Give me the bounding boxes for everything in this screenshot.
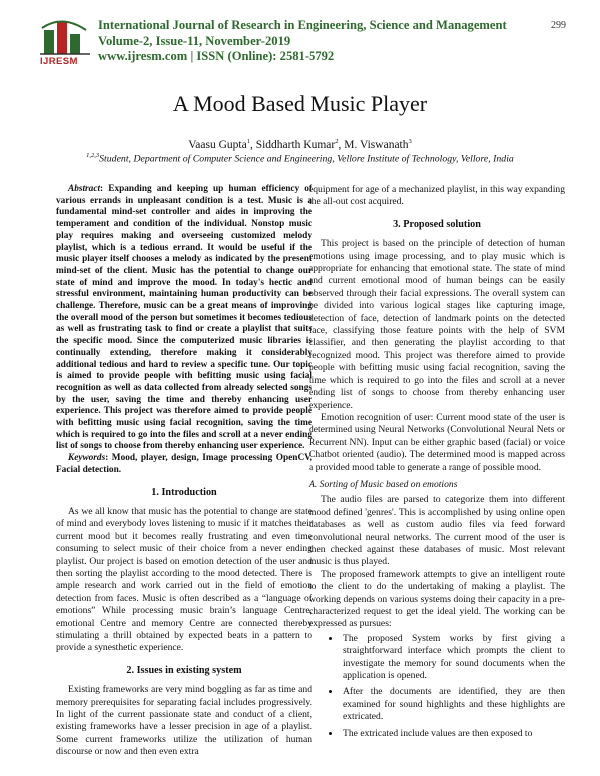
section-heading-issues: 2. Issues in existing system (126, 664, 242, 676)
author-sup: 1 (246, 138, 250, 145)
subsection-paragraph-1: The audio files are parsed to categorize them into different mood defined 'genres'. This is accomplished by using online open databases as well as custom audio files via feed forward convolutional neural networks. The current mood of the user is then checked against these databases of music. Most relevant music is thus played. (309, 494, 565, 568)
affiliation (0, 152, 600, 164)
paper-title: A Mood Based Music Player (172, 91, 428, 116)
proposed-paragraph-1: This project is based on the principle of detection of human emotions using image processing, and to play music which is appropriate for enhancing that emotional state. The state of mind and current emotional mood of human beings can be easily observed through their facial expressions. The overall system can be divided into various logical stages like capturing image, detection of face, detection of landmark points on the detected face, classifying those feature points with the help of SVM classifier, and then generating the playlist according to that recognized mood. This project was therefore aimed to provide people with befitting music using facial recognition, saving the time which is required to go into the files and scroll at a never ending list of songs to choose from thereby enhancing user experience. (309, 238, 565, 411)
journal-header (36, 14, 566, 68)
section-heading-proposed: 3. Proposed solution (393, 218, 481, 230)
abstract-text: : Expanding and keeping up human efficiency of various errands in unpleasant condition is a test. Music is a fundamental mind-set controller and aides in improving the temperament and condition of the individual. Nonstop music play requires making and overseeing customized melody playlist, which is a tedious errand. It would be useful if the music player itself chooses a melody as indicated by the present mind-set of the client. Music has the potential to change our state of mind and improve the mood. In today's hectic and stressful environment, maintaining human productivity can be challenge. Therefore, music can be a great means of improving the overall mood of the person but sometimes it becomes tedious as well as frustrating task to find or create a playlist that suits the specific mood. Since the computerized music libraries is continually extending, therefore making it considerably additional tedious and hard to review a specific tune. Our topic is aimed to provide people with befitting music using facial recognition as well as data collected from already selected songs by the user, saving the time and thereby enhancing user experience. This project was therefore aimed to provide people with befitting music using facial recognition, saving the time which is required to go into the files and scroll at a never ending list of songs to choose from thereby enhancing user experience. (56, 184, 312, 452)
author-name: M. Viswanath (344, 138, 409, 151)
list-item: • The extricated include values are then exposed to (341, 728, 565, 740)
list-item: • After the documents are identified, they are then examined for sound highlights and these highlights are extricated. (341, 686, 565, 723)
issues-paragraph: Existing frameworks are very mind boggling as far as time and memory prerequisites for separating facial includes progressively. In light of the current passionate state and conduct of a client, existing frameworks have a lesser precision in age of a playlist. Some current frameworks utilize the utilization of human discourse or now and then even extra (56, 684, 312, 758)
journal-name: International Journal of Research in Engineering, Science and Management (98, 18, 507, 32)
author-sup: 3 (408, 138, 412, 145)
journal-logo (36, 18, 94, 66)
journal-volume: Volume-2, Issue-11, November-2019 (98, 33, 291, 48)
affiliation-text: Student, Department of Computer Science and Engineering, Vellore Institute of Technology, Vellore, India (99, 153, 514, 165)
subsection-paragraph-2: The proposed framework attempts to give an intelligent route to the client to do the undertaking of making a playlist. The working depends on various systems doing their capacity in a pre-characterized request to get the ideal yield. The working can be expressed as pursues: (309, 568, 565, 630)
journal-info (98, 18, 507, 65)
proposed-paragraph-2: Emotion recognition of user: Current mood state of the user is determined using Neural Networks (Convolutional Neural Nets or Recurrent NN). Input can be either graphic based (facial) or voice Chatbot oriented (audio). The determined mood is mapped across a provided mood table to generate a range of possible mood. (309, 411, 565, 473)
right-column (309, 184, 565, 744)
keywords-label: Keywords (68, 453, 106, 464)
abstract (56, 184, 312, 453)
section-heading-introduction: 1. Introduction (151, 486, 217, 498)
logo-emblem-icon (36, 18, 94, 56)
list-item: • The proposed System works by first giving a straightforward interface which prompts the client to investigate the memory for sound documents when the application is opened. (341, 633, 565, 683)
author-name: Vaasu Gupta (188, 138, 247, 151)
introduction-paragraph: As we all know that music has the potential to change are state of mind and everybody loves listening to music if it matches their current mood but it becomes really frustrating and even time consuming to select music of their choice from a never ending playlist. Our project is based on emotion detection of the user and then sorting the playlist according to the mood detected. There is ample research and work carried out in the field of emotion detection from faces. Music is often described as a “language of emotions” While processing music brain’s language Centre, emotional Centre and memory Centre are connected thereby stimulating a thrill obtained by expected beats in a pattern to provide a synesthetic experience. (56, 505, 312, 654)
bullet-list (309, 633, 565, 740)
abstract-label: Abstract (68, 184, 101, 194)
continued-paragraph: equipment for age of a mechanized playlist, in this way expanding the all-out cost acquired. (309, 184, 565, 208)
left-column (56, 184, 312, 759)
keywords-text: : Mood, player, design, Image processing OpenCV, Facial detection. (56, 453, 312, 475)
subsection-heading: A. Sorting of Music based on emotions (309, 478, 458, 490)
logo-text: IJRESM (40, 56, 78, 67)
page-number: 299 (551, 20, 566, 31)
author-sup: 2 (335, 138, 339, 145)
author-list: Vaasu Gupta$^1$, Siddharth Kumar$^2$, M. Viswanath$^3$ (188, 138, 412, 151)
affiliation-sup: 1,2,3 (86, 152, 100, 159)
author-name: Siddharth Kumar (255, 138, 336, 151)
journal-website[interactable]: www.ijresm.com | ISSN (Online): 2581-5792 (98, 49, 335, 63)
keywords (56, 453, 312, 476)
